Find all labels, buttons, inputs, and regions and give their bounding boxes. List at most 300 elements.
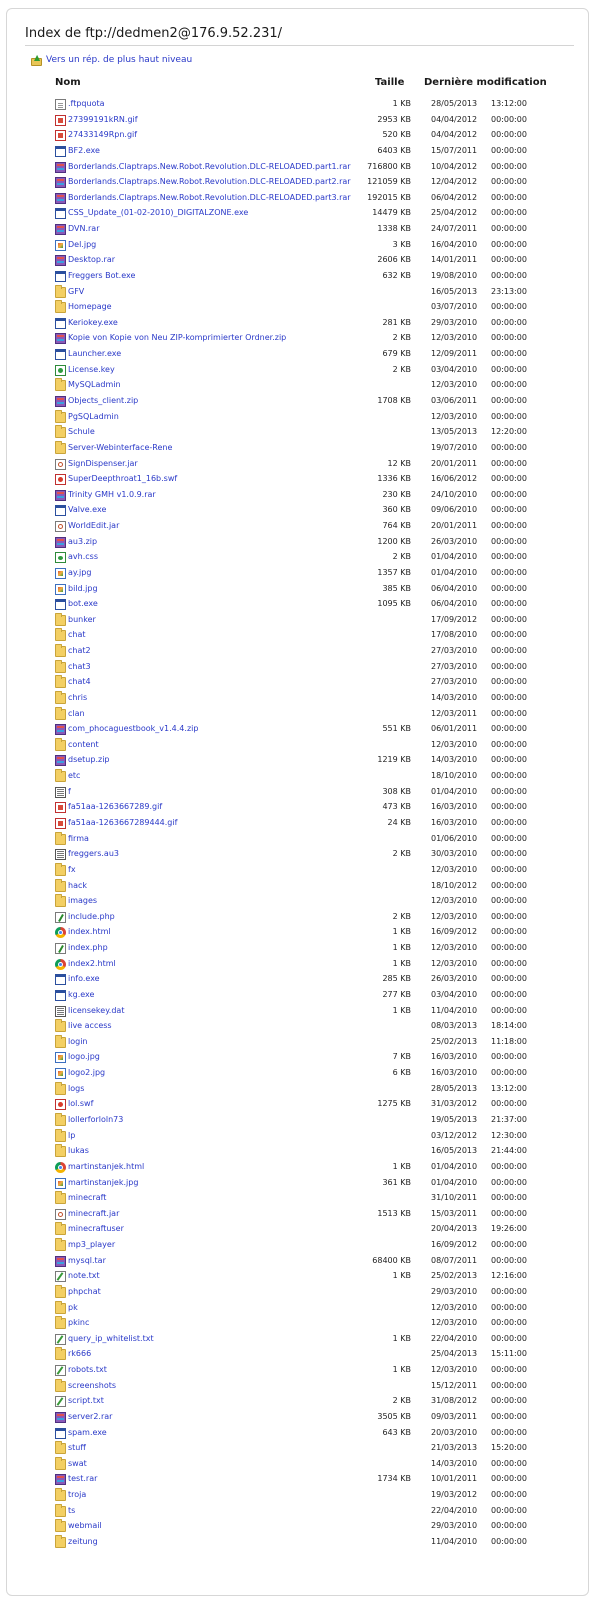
file-name-link[interactable]: f: [68, 787, 71, 796]
folder-icon: [55, 1224, 66, 1235]
file-name-link[interactable]: Server-Webinterface-Rene: [68, 443, 173, 452]
file-name-link[interactable]: etc: [68, 771, 81, 780]
file-date: 15/07/2011: [431, 146, 478, 155]
file-time: 00:00:00: [491, 1099, 527, 1108]
file-name-link[interactable]: Valve.exe: [68, 505, 107, 514]
file-name-link[interactable]: info.exe: [68, 974, 100, 983]
file-name-link[interactable]: dsetup.zip: [68, 755, 110, 764]
file-date: 12/03/2010: [431, 380, 478, 389]
file-name-link[interactable]: ts: [68, 1506, 76, 1515]
file-time: 00:00:00: [491, 693, 527, 702]
file-size: 520 KB: [382, 130, 411, 139]
file-size: 2 KB: [392, 1396, 411, 1405]
file-name-link[interactable]: webmail: [68, 1521, 102, 1530]
file-name-link[interactable]: query_ip_whitelist.txt: [68, 1334, 154, 1343]
txt-icon: [55, 1334, 66, 1345]
file-time: 00:00:00: [491, 1459, 527, 1468]
file-date: 06/04/2010: [431, 584, 478, 593]
file-time: 00:00:00: [491, 1474, 527, 1483]
file-name-link[interactable]: index.php: [68, 943, 108, 952]
parent-directory-link[interactable]: [31, 53, 192, 67]
file-time: 00:00:00: [491, 302, 527, 311]
file-date: 16/04/2010: [431, 240, 478, 249]
file-size: 6403 KB: [377, 146, 411, 155]
file-name-link[interactable]: index.html: [68, 927, 111, 936]
file-name-link[interactable]: lol.swf: [68, 1099, 94, 1108]
file-name-link[interactable]: martinstanjek.html: [68, 1162, 145, 1171]
file-time: 18:14:00: [491, 1021, 527, 1030]
file-size: 1 KB: [392, 927, 411, 936]
exe-icon: [55, 318, 66, 329]
file-name-link[interactable]: 27433149Rpn.gif: [68, 130, 138, 139]
file-name-link[interactable]: live access: [68, 1021, 112, 1030]
file-time: 00:00:00: [491, 802, 527, 811]
folder-icon: [55, 881, 66, 892]
file-time: 00:00:00: [491, 255, 527, 264]
file-name-link[interactable]: SuperDeepthroat1_16b.swf: [68, 474, 178, 483]
file-time: 12:16:00: [491, 1271, 527, 1280]
file-size: 14479 KB: [372, 208, 411, 217]
file-date: 31/03/2012: [431, 1099, 478, 1108]
file-date: 01/04/2010: [431, 552, 478, 561]
file-name-link[interactable]: server2.rar: [68, 1412, 113, 1421]
file-time: 23:13:00: [491, 287, 527, 296]
file-time: 00:00:00: [491, 552, 527, 561]
file-time: 00:00:00: [491, 584, 527, 593]
file-time: 11:18:00: [491, 1037, 527, 1046]
column-header-name[interactable]: Nom: [55, 77, 81, 88]
file-name-link[interactable]: images: [68, 896, 98, 905]
file-name-link[interactable]: include.php: [68, 912, 115, 921]
file-name-link[interactable]: Schule: [68, 427, 95, 436]
file-date: 14/01/2011: [431, 255, 478, 264]
file-name-link[interactable]: firma: [68, 834, 89, 843]
file-date: 16/06/2012: [431, 474, 478, 483]
folder-icon: [55, 1506, 66, 1517]
file-time: 00:00:00: [491, 1240, 527, 1249]
file-date: 16/05/2013: [431, 287, 478, 296]
file-time: 21:44:00: [491, 1146, 527, 1155]
file-time: 00:00:00: [491, 662, 527, 671]
file-size: 1200 KB: [377, 537, 411, 546]
file-date: 08/03/2013: [431, 1021, 478, 1030]
file-size: 1 KB: [392, 943, 411, 952]
file-date: 31/10/2011: [431, 1193, 478, 1202]
jar-icon: [55, 459, 66, 470]
folder-icon: [55, 1021, 66, 1032]
file-date: 12/04/2012: [431, 177, 478, 186]
file-size: 121059 KB: [367, 177, 411, 186]
file-time: 19:26:00: [491, 1224, 527, 1233]
file-date: 11/04/2010: [431, 1006, 478, 1015]
file-size: 643 KB: [382, 1428, 411, 1437]
file-name-link[interactable]: mp3_player: [68, 1240, 116, 1249]
file-date: 01/04/2010: [431, 787, 478, 796]
file-name-link[interactable]: minecraft.jar: [68, 1209, 120, 1218]
file-name-link[interactable]: avh.css: [68, 552, 98, 561]
file-size: 3 KB: [392, 240, 411, 249]
folder-icon: [55, 1193, 66, 1204]
file-name-link[interactable]: login: [68, 1037, 88, 1046]
file-name-link[interactable]: DVN.rar: [68, 224, 100, 233]
file-date: 25/04/2013: [431, 1349, 478, 1358]
file-date: 12/03/2010: [431, 865, 478, 874]
file-size: 385 KB: [382, 584, 411, 593]
file-date: 16/03/2010: [431, 802, 478, 811]
file-name-link[interactable]: rk666: [68, 1349, 92, 1358]
file-name-link[interactable]: bild.jpg: [68, 584, 98, 593]
bat-icon: [55, 787, 66, 798]
file-time: 00:00:00: [491, 771, 527, 780]
file-size: 1219 KB: [377, 755, 411, 764]
file-time: 21:37:00: [491, 1115, 527, 1124]
file-date: 19/07/2010: [431, 443, 478, 452]
file-date: 30/03/2010: [431, 849, 478, 858]
file-time: 12:30:00: [491, 1131, 527, 1140]
php-icon: [55, 943, 66, 954]
folder-icon: [55, 1146, 66, 1157]
file-date: 09/03/2011: [431, 1412, 478, 1421]
jpg-icon: [55, 584, 66, 595]
file-time: 00:00:00: [491, 1506, 527, 1515]
file-time: 00:00:00: [491, 1193, 527, 1202]
file-name-link[interactable]: License.key: [68, 365, 115, 374]
file-size: 2 KB: [392, 849, 411, 858]
file-time: 00:00:00: [491, 115, 527, 124]
folder-icon: [55, 771, 66, 782]
key-icon: [55, 365, 66, 376]
folder-icon: [55, 302, 66, 313]
file-date: 12/03/2010: [431, 959, 478, 968]
file-name-link[interactable]: stuff: [68, 1443, 86, 1452]
file-name-link[interactable]: bot.exe: [68, 599, 98, 608]
jpg-icon: [55, 1052, 66, 1063]
file-size: 361 KB: [382, 1178, 411, 1187]
file-date: 26/03/2010: [431, 974, 478, 983]
file-date: 01/06/2010: [431, 834, 478, 843]
file-time: 00:00:00: [491, 318, 527, 327]
chrome-icon: [55, 959, 66, 970]
bat-icon: [55, 849, 66, 860]
file-date: 20/01/2011: [431, 521, 478, 530]
file-name-link[interactable]: bunker: [68, 615, 96, 624]
file-size: 764 KB: [382, 521, 411, 530]
file-name-link[interactable]: spam.exe: [68, 1428, 107, 1437]
file-name-link[interactable]: content: [68, 740, 99, 749]
file-name-link[interactable]: minecraftuser: [68, 1224, 124, 1233]
folder-icon: [55, 1349, 66, 1360]
rar-icon: [55, 1474, 66, 1485]
file-time: 00:00:00: [491, 677, 527, 686]
file-date: 01/04/2010: [431, 568, 478, 577]
css-icon: [55, 552, 66, 563]
rar-icon: [55, 1256, 66, 1267]
file-name-link[interactable]: SignDispenser.jar: [68, 459, 138, 468]
file-time: 00:00:00: [491, 740, 527, 749]
file-name-link[interactable]: chris: [68, 693, 88, 702]
file-name-link[interactable]: logo2.jpg: [68, 1068, 106, 1077]
file-date: 16/09/2012: [431, 1240, 478, 1249]
file-date: 12/03/2011: [431, 709, 478, 718]
file-name-link[interactable]: Objects_client.zip: [68, 396, 139, 405]
file-date: 10/04/2012: [431, 162, 478, 171]
file-time: 00:00:00: [491, 615, 527, 624]
file-size: 551 KB: [382, 724, 411, 733]
file-size: 1336 KB: [377, 474, 411, 483]
folder-icon: [55, 709, 66, 720]
file-size: 1 KB: [392, 1271, 411, 1280]
file-name-link[interactable]: pk: [68, 1303, 78, 1312]
exe-icon: [55, 990, 66, 1001]
file-time: 00:00:00: [491, 1287, 527, 1296]
file-size: 1708 KB: [377, 396, 411, 405]
file-name-link[interactable]: chat3: [68, 662, 91, 671]
swf-icon: [55, 1099, 66, 1110]
file-date: 14/03/2010: [431, 693, 478, 702]
file-date: 03/12/2012: [431, 1131, 478, 1140]
file-name-link[interactable]: lollerforloln73: [68, 1115, 124, 1124]
file-name-link[interactable]: note.txt: [68, 1271, 100, 1280]
file-time: 00:00:00: [491, 1256, 527, 1265]
file-time: 00:00:00: [491, 1396, 527, 1405]
rar-icon: [55, 162, 66, 173]
file-name-link[interactable]: index2.html: [68, 959, 116, 968]
gif-icon: [55, 818, 66, 829]
file-name-link[interactable]: Keriokey.exe: [68, 318, 118, 327]
file-time: 00:00:00: [491, 537, 527, 546]
file-name-link[interactable]: fx: [68, 865, 76, 874]
file-time: 00:00:00: [491, 1521, 527, 1530]
file-date: 28/05/2013: [431, 99, 478, 108]
file-name-link[interactable]: logs: [68, 1084, 85, 1093]
file-name-link[interactable]: swat: [68, 1459, 87, 1468]
file-size: 473 KB: [382, 802, 411, 811]
jpg-icon: [55, 568, 66, 579]
file-name-link[interactable]: au3.zip: [68, 537, 98, 546]
page-title: Index de ftp://dedmen2@176.9.52.231/: [25, 26, 283, 41]
file-name-link[interactable]: fa51aa-1263667289444.gif: [68, 818, 178, 827]
file-time: 00:00:00: [491, 208, 527, 217]
file-name-link[interactable]: mysql.tar: [68, 1256, 106, 1265]
file-time: 00:00:00: [491, 974, 527, 983]
file-name-link[interactable]: minecraft: [68, 1193, 107, 1202]
parent-directory-label: Vers un rép. de plus haut niveau: [46, 55, 193, 65]
folder-icon: [55, 693, 66, 704]
file-size: 281 KB: [382, 318, 411, 327]
exe-icon: [55, 599, 66, 610]
file-size: 716800 KB: [367, 162, 411, 171]
file-date: 15/12/2011: [431, 1381, 478, 1390]
file-name-link[interactable]: clan: [68, 709, 85, 718]
file-date: 27/03/2010: [431, 662, 478, 671]
file-name-link[interactable]: screenshots: [68, 1381, 117, 1390]
folder-icon: [55, 1318, 66, 1329]
file-size: 6 KB: [392, 1068, 411, 1077]
file-name-link[interactable]: lukas: [68, 1146, 89, 1155]
file-date: 24/07/2011: [431, 224, 478, 233]
file-name-link[interactable]: phpchat: [68, 1287, 101, 1296]
file-name-link[interactable]: freggers.au3: [68, 849, 119, 858]
file-size: 632 KB: [382, 271, 411, 280]
file-name-link[interactable]: Desktop.rar: [68, 255, 116, 264]
rar-icon: [55, 537, 66, 548]
file-name-link[interactable]: lp: [68, 1131, 76, 1140]
file-time: 00:00:00: [491, 568, 527, 577]
file-date: 24/10/2010: [431, 490, 478, 499]
directory-listing-panel: [6, 8, 589, 1596]
file-name-link[interactable]: com_phocaguestbook_v1.4.4.zip: [68, 724, 199, 733]
file-size: 7 KB: [392, 1052, 411, 1061]
file-time: 00:00:00: [491, 849, 527, 858]
jar-icon: [55, 1209, 66, 1220]
folder-up-icon: ▲: [31, 55, 42, 66]
file-name-link[interactable]: martinstanjek.jpg: [68, 1178, 139, 1187]
file-date: 12/03/2010: [431, 333, 478, 342]
file-date: 12/03/2010: [431, 1303, 478, 1312]
file-name-link[interactable]: .ftpquota: [68, 99, 105, 108]
file-name-link[interactable]: logo.jpg: [68, 1052, 100, 1061]
folder-icon: [55, 896, 66, 907]
file-name-link[interactable]: ay.jpg: [68, 568, 92, 577]
file-date: 27/03/2010: [431, 677, 478, 686]
file-name-link[interactable]: Freggers Bot.exe: [68, 271, 136, 280]
file-date: 16/03/2010: [431, 1052, 478, 1061]
file-time: 00:00:00: [491, 1006, 527, 1015]
file-time: 00:00:00: [491, 459, 527, 468]
rar-icon: [55, 224, 66, 235]
file-name-link[interactable]: test.rar: [68, 1474, 98, 1483]
file-date: 12/03/2010: [431, 943, 478, 952]
file-date: 19/08/2010: [431, 271, 478, 280]
file-date: 16/03/2010: [431, 1068, 478, 1077]
file-name-link[interactable]: CSS_Update_(01-02-2010)_DIGITALZONE.exe: [68, 208, 249, 217]
file-name-link[interactable]: script.txt: [68, 1396, 104, 1405]
file-name-link[interactable]: fa51aa-1263667289.gif: [68, 802, 163, 811]
exe-icon: [55, 208, 66, 219]
file-name-link[interactable]: Borderlands.Claptraps.New.Robot.Revolution.DLC-RELOADED.part1.rar: [68, 162, 351, 171]
file-date: 31/08/2012: [431, 1396, 478, 1405]
file-date: 19/03/2012: [431, 1490, 478, 1499]
file-time: 00:00:00: [491, 1381, 527, 1390]
file-time: 00:00:00: [491, 521, 527, 530]
title-divider: [25, 45, 574, 46]
file-date: 16/05/2013: [431, 1146, 478, 1155]
file-name-link[interactable]: Del.jpg: [68, 240, 97, 249]
column-header-size[interactable]: Taille: [375, 77, 405, 88]
jar-icon: [55, 521, 66, 532]
file-name-link[interactable]: GFV: [68, 287, 85, 296]
jpg-icon: [55, 240, 66, 251]
file-date: 13/05/2013: [431, 427, 478, 436]
file-time: 00:00:00: [491, 599, 527, 608]
rar-icon: [55, 177, 66, 188]
file-name-link[interactable]: BF2.exe: [68, 146, 100, 155]
file-date: 12/03/2010: [431, 740, 478, 749]
file-name-link[interactable]: kg.exe: [68, 990, 95, 999]
file-size: 3505 KB: [377, 1412, 411, 1421]
folder-icon: [55, 1287, 66, 1298]
file-date: 29/03/2010: [431, 1287, 478, 1296]
file-size: 2 KB: [392, 912, 411, 921]
file-size: 1 KB: [392, 1334, 411, 1343]
rar-icon: [55, 396, 66, 407]
file-time: 00:00:00: [491, 881, 527, 890]
file-date: 12/03/2010: [431, 912, 478, 921]
file-name-link[interactable]: troja: [68, 1490, 87, 1499]
file-size: 277 KB: [382, 990, 411, 999]
file-date: 08/07/2011: [431, 1256, 478, 1265]
file-time: 13:12:00: [491, 1084, 527, 1093]
file-name-link[interactable]: licensekey.dat: [68, 1006, 125, 1015]
file-size: 1275 KB: [377, 1099, 411, 1108]
file-date: 06/04/2010: [431, 599, 478, 608]
file-name-link[interactable]: WorldEdit.jar: [68, 521, 120, 530]
file-name-link[interactable]: Borderlands.Claptraps.New.Robot.Revolution.DLC-RELOADED.part2.rar: [68, 177, 351, 186]
file-name-link[interactable]: 27399191kRN.gif: [68, 115, 138, 124]
chrome-icon: [55, 927, 66, 938]
swf-icon: [55, 474, 66, 485]
file-name-link[interactable]: pkinc: [68, 1318, 90, 1327]
exe-icon: [55, 271, 66, 282]
file-name-link[interactable]: Launcher.exe: [68, 349, 122, 358]
file-time: 00:00:00: [491, 1303, 527, 1312]
file-name-link[interactable]: chat: [68, 630, 86, 639]
folder-icon: [55, 1381, 66, 1392]
file-name-link[interactable]: chat2: [68, 646, 91, 655]
folder-icon: [55, 662, 66, 673]
file-time: 00:00:00: [491, 1068, 527, 1077]
file-name-link[interactable]: Borderlands.Claptraps.New.Robot.Revolution.DLC-RELOADED.part3.rar: [68, 193, 351, 202]
file-date: 25/02/2013: [431, 1271, 478, 1280]
file-size: 2 KB: [392, 365, 411, 374]
column-header-modified[interactable]: Dernière modification: [424, 77, 547, 88]
file-name-link[interactable]: chat4: [68, 677, 91, 686]
file-date: 17/08/2010: [431, 630, 478, 639]
file-time: 00:00:00: [491, 865, 527, 874]
file-time: 00:00:00: [491, 834, 527, 843]
file-time: 00:00:00: [491, 490, 527, 499]
folder-icon: [55, 427, 66, 438]
file-date: 16/09/2012: [431, 927, 478, 936]
file-name-link[interactable]: Trinity GMH v1.0.9.rar: [68, 490, 156, 499]
file-date: 01/04/2010: [431, 1162, 478, 1171]
file-time: 00:00:00: [491, 474, 527, 483]
file-name-link[interactable]: MySQLadmin: [68, 380, 121, 389]
rar-icon: [55, 755, 66, 766]
file-time: 00:00:00: [491, 146, 527, 155]
file-size: 1 KB: [392, 1162, 411, 1171]
rar-icon: [55, 1412, 66, 1423]
file-name-link[interactable]: robots.txt: [68, 1365, 107, 1374]
file-name-link[interactable]: Kopie von Kopie von Neu ZIP-komprimierter Ordner.zip: [68, 333, 287, 342]
file-size: 24 KB: [387, 818, 411, 827]
file-date: 19/05/2013: [431, 1115, 478, 1124]
file-name-link[interactable]: PgSQLadmin: [68, 412, 119, 421]
file-name-link[interactable]: zeitung: [68, 1537, 98, 1546]
file-date: 04/04/2012: [431, 130, 478, 139]
exe-icon: [55, 505, 66, 516]
file-date: 11/04/2010: [431, 1537, 478, 1546]
exe-icon: [55, 974, 66, 985]
file-time: 00:00:00: [491, 177, 527, 186]
file-date: 29/03/2010: [431, 1521, 478, 1530]
file-date: 14/03/2010: [431, 755, 478, 764]
file-time: 00:00:00: [491, 943, 527, 952]
file-date: 12/03/2010: [431, 412, 478, 421]
file-name-link[interactable]: hack: [68, 881, 88, 890]
file-time: 00:00:00: [491, 1537, 527, 1546]
file-name-link[interactable]: Homepage: [68, 302, 112, 311]
